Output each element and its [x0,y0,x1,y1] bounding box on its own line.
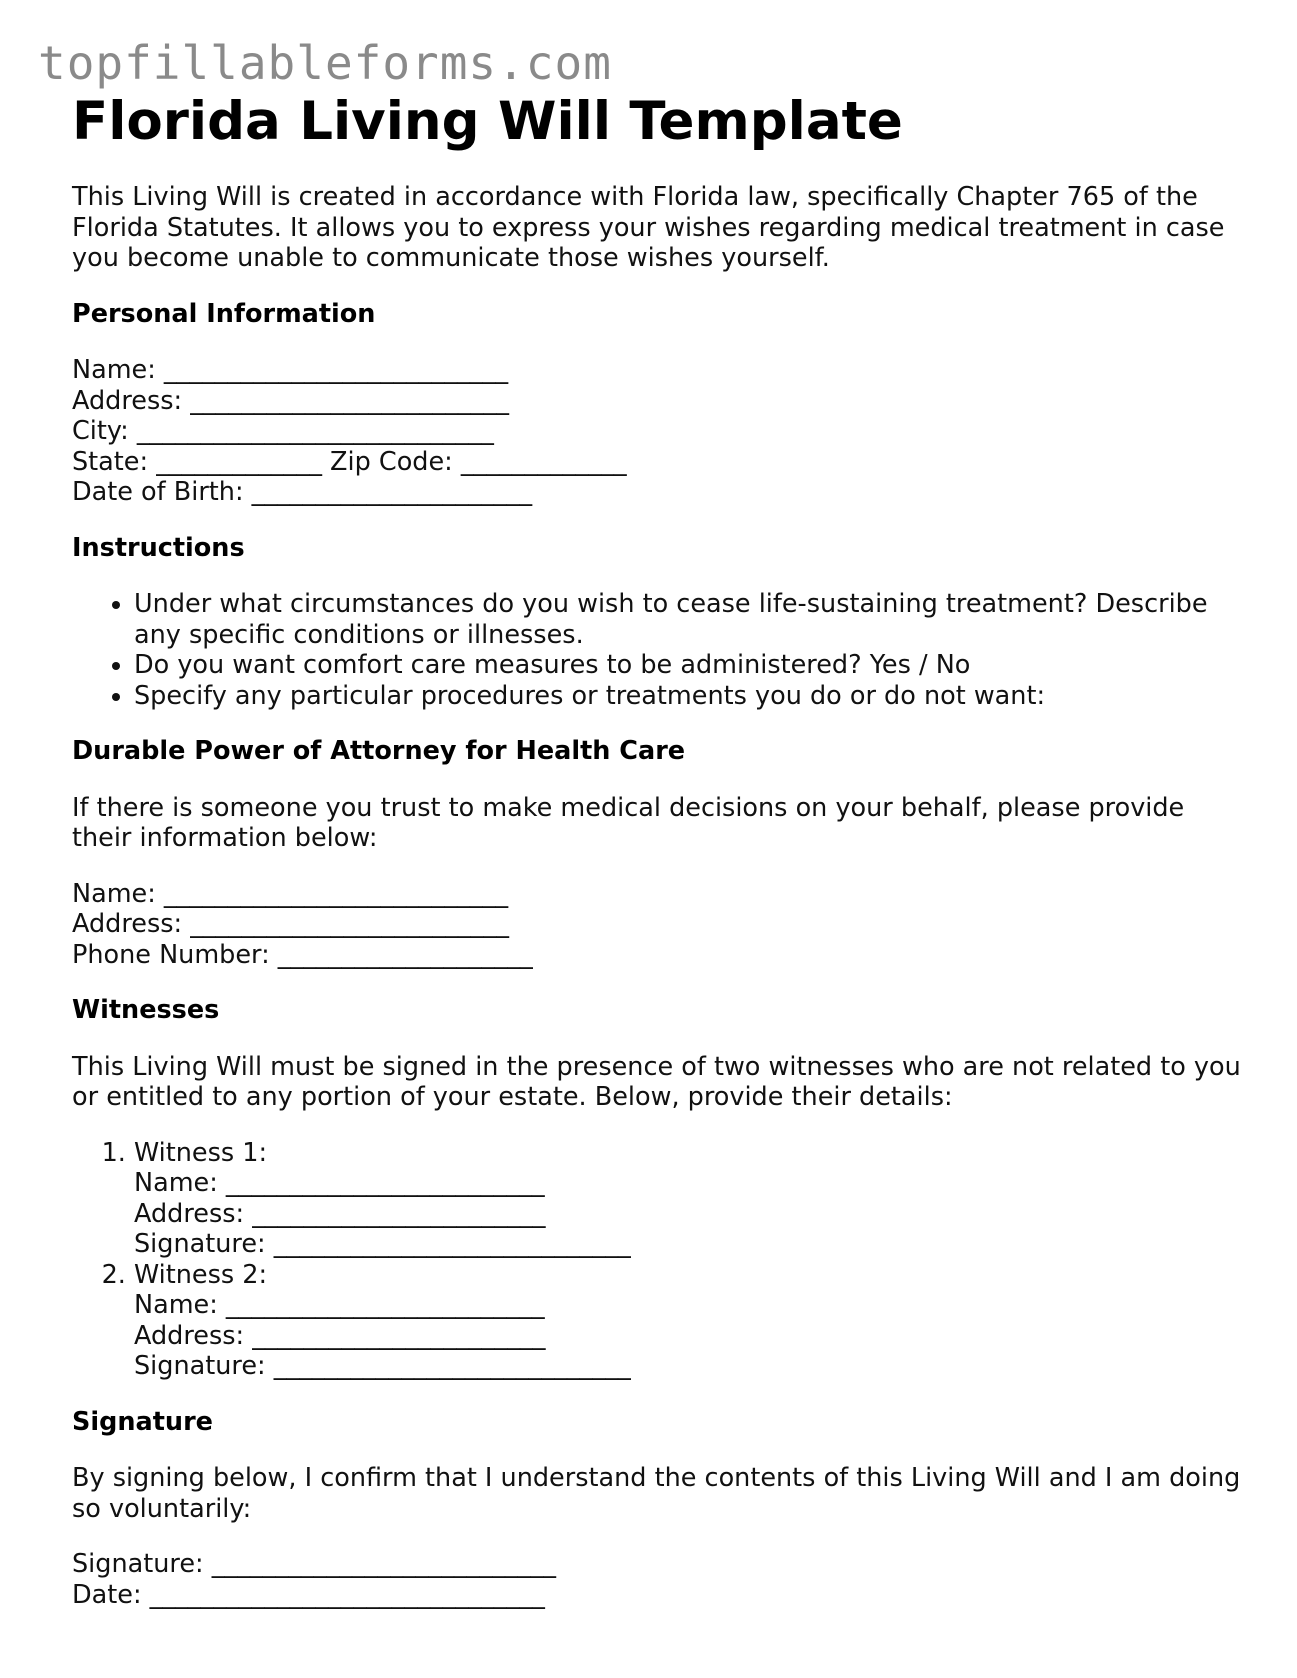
address-field[interactable]: Address: _________________________ [72,385,509,416]
witness-signature-field[interactable]: Signature: ____________________________ [134,1229,631,1259]
signature-paragraph: By signing below, I confirm that I understand the contents of this Living Will and I am doing so voluntarily: [72,1463,1241,1524]
poa-heading: Durable Power of Attorney for Health Care [72,736,686,766]
instructions-list [72,589,1242,711]
witness-name-field[interactable]: Name: _________________________ [134,1168,545,1198]
document-content [72,92,1242,1610]
poa-address-field[interactable]: Address: _________________________ [72,909,509,939]
witness-address-field[interactable]: Address: _______________________ [134,1320,546,1351]
signature-field[interactable]: Signature: ___________________________ [72,1549,556,1579]
list-item: • Do you want comfort care measures to be administered? Yes / No [134,650,1242,681]
intro-paragraph: This Living Will is created in accordance with Florida law, specifically Chapter 765 of the Florida Statutes. It allows you to express your wishes regarding medical treatment in case you become unable to communicate those wishes yourself. [72,182,1225,273]
list-item: • Specify any particular procedures or treatments you do or do not want: [134,681,1242,712]
witness-item [134,1138,1242,1260]
witness-item [134,1260,1242,1382]
state-zip-field[interactable]: State: _____________ Zip Code: _____________ [72,446,627,477]
witness-name-field[interactable]: Name: _________________________ [134,1290,545,1320]
signature-fields [72,1549,1242,1610]
witness-label: 2. Witness 2: [134,1259,268,1290]
witness-signature-field[interactable]: Signature: ____________________________ [134,1351,631,1381]
watermark: topfillableforms.com [38,36,612,90]
date-field[interactable]: Date: _______________________________ [72,1579,545,1610]
instructions-heading: Instructions [72,532,245,563]
signature-heading: Signature [72,1406,213,1437]
city-field[interactable]: City: ____________________________ [72,416,494,446]
witnesses-list [72,1138,1242,1382]
personal-info-fields [72,355,1242,508]
name-field[interactable]: Name: ___________________________ [72,355,509,385]
list-item: • Under what circumstances do you wish to cease life-sustaining treatment? Describe any specific conditions or illnesses. [134,589,1242,650]
dob-field[interactable]: Date of Birth: ______________________ [72,477,533,507]
witnesses-heading: Witnesses [72,995,220,1025]
witness-label: 1. Witness 1: [134,1137,268,1168]
personal-info-heading: Personal Information [72,298,376,329]
poa-paragraph: If there is someone you trust to make medical decisions on your behalf, please provide their information below: [72,792,1185,853]
witness-address-field[interactable]: Address: _______________________ [134,1198,546,1229]
poa-name-field[interactable]: Name: ___________________________ [72,878,509,909]
witnesses-paragraph: This Living Will must be signed in the presence of two witnesses who are not related to you or entitled to any portion of your estate. Below, provide their details: [72,1051,1241,1112]
poa-phone-field[interactable]: Phone Number: ____________________ [72,939,533,970]
page-title: Florida Living Will Template [72,91,903,152]
poa-fields [72,879,1242,971]
